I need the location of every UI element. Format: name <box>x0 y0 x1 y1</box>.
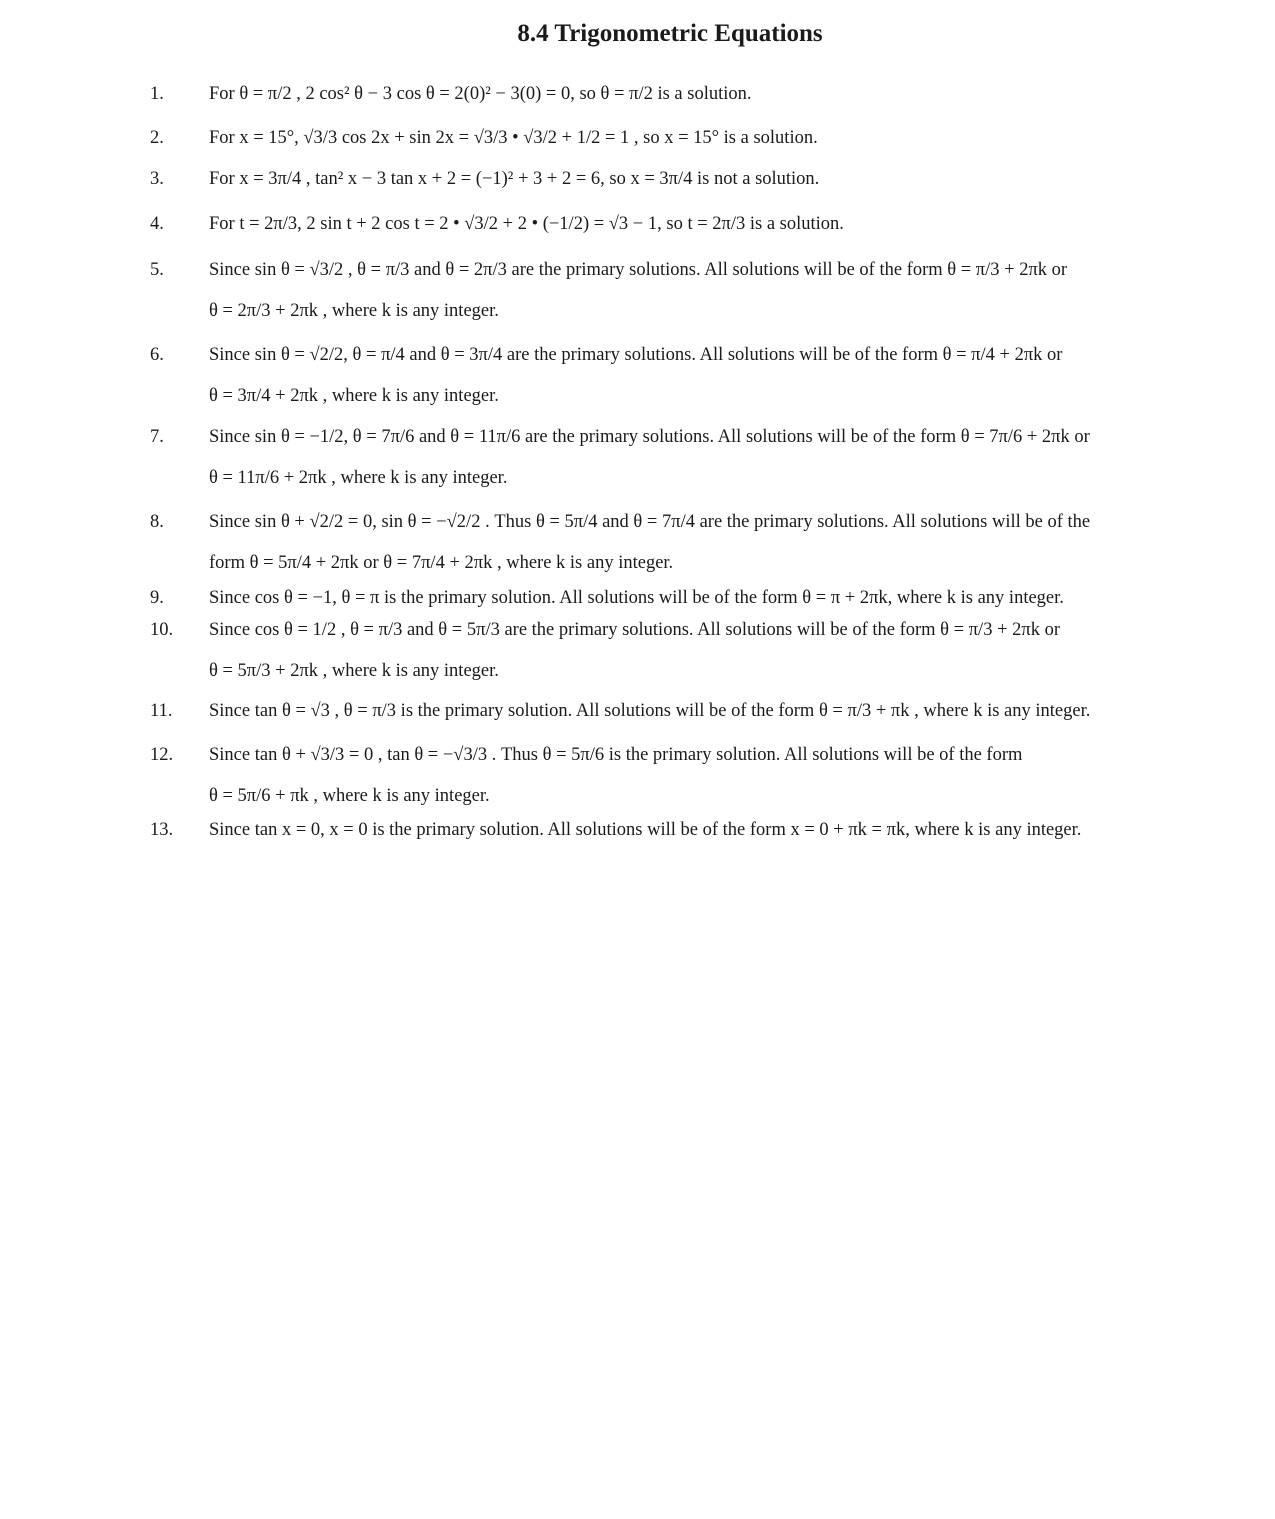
problem-text: Since sin θ = √3/2 , θ = π/3 and θ = 2π/3 are the primary solutions. All solutions will be of the form θ = π/3 + 2πk or <box>209 260 1068 280</box>
problem-10-continuation: θ = 5π/3 + 2πk , where k is any integer. <box>209 661 499 681</box>
problem-text: For θ = π/2 , 2 cos² θ − 3 cos θ = 2(0)² − 3(0) = 0, so θ = π/2 is a solution. <box>209 84 752 104</box>
problem-number: 1. <box>150 84 164 104</box>
problem-number: 8. <box>150 512 164 532</box>
problem-text: Since tan θ = √3 , θ = π/3 is the primary solution. All solutions will be of the form θ = π/3 + πk , where k is any integer. <box>209 701 1091 721</box>
problem-number: 7. <box>150 427 164 447</box>
page-title: 8.4 Trigonometric Equations <box>517 20 823 47</box>
problem-number: 13. <box>150 820 174 840</box>
problem-number: 11. <box>150 701 173 721</box>
problem-7-continuation: θ = 11π/6 + 2πk , where k is any integer. <box>209 468 508 488</box>
problem-number: 3. <box>150 169 164 189</box>
problem-text: Since sin θ = √2/2, θ = π/4 and θ = 3π/4 are the primary solutions. All solutions will be of the form θ = π/4 + 2πk or <box>209 345 1063 365</box>
problem-5-continuation: θ = 2π/3 + 2πk , where k is any integer. <box>209 301 499 321</box>
problem-text: Since cos θ = 1/2 , θ = π/3 and θ = 5π/3 are the primary solutions. All solutions will be of the form θ = π/3 + 2πk or <box>209 620 1061 640</box>
problem-12-continuation: θ = 5π/6 + πk , where k is any integer. <box>209 786 490 806</box>
problem-text: For t = 2π/3, 2 sin t + 2 cos t = 2 • √3/2 + 2 • (−1/2) = √3 − 1, so t = 2π/3 is a solution. <box>209 214 844 234</box>
problem-8-continuation: form θ = 5π/4 + 2πk or θ = 7π/4 + 2πk , where k is any integer. <box>209 553 674 573</box>
problem-text: Since cos θ = −1, θ = π is the primary solution. All solutions will be of the form θ = π + 2πk, where k is any integer. <box>209 588 1064 608</box>
problem-text: Since tan x = 0, x = 0 is the primary solution. All solutions will be of the form x = 0 + πk = πk, where k is any integer. <box>209 820 1082 840</box>
problem-number: 2. <box>150 128 164 148</box>
problem-text: For x = 15°, √3/3 cos 2x + sin 2x = √3/3 • √3/2 + 1/2 = 1 , so x = 15° is a solution. <box>209 128 818 148</box>
problem-number: 6. <box>150 345 164 365</box>
problem-number: 5. <box>150 260 164 280</box>
problem-number: 12. <box>150 745 174 765</box>
problem-text: Since sin θ + √2/2 = 0, sin θ = −√2/2 . Thus θ = 5π/4 and θ = 7π/4 are the primary solutions. All solutions will be of the <box>209 512 1091 532</box>
problem-number: 9. <box>150 588 164 608</box>
problem-number: 4. <box>150 214 164 234</box>
problem-number: 10. <box>150 620 174 640</box>
problem-6-continuation: θ = 3π/4 + 2πk , where k is any integer. <box>209 386 499 406</box>
problem-text: Since tan θ + √3/3 = 0 , tan θ = −√3/3 . Thus θ = 5π/6 is the primary solution. All solutions will be of the form <box>209 745 1023 765</box>
problem-text: Since sin θ = −1/2, θ = 7π/6 and θ = 11π/6 are the primary solutions. All solutions will be of the form θ = 7π/6 + 2πk or <box>209 427 1090 447</box>
problem-text: For x = 3π/4 , tan² x − 3 tan x + 2 = (−1)² + 3 + 2 = 6, so x = 3π/4 is not a solution. <box>209 169 820 189</box>
